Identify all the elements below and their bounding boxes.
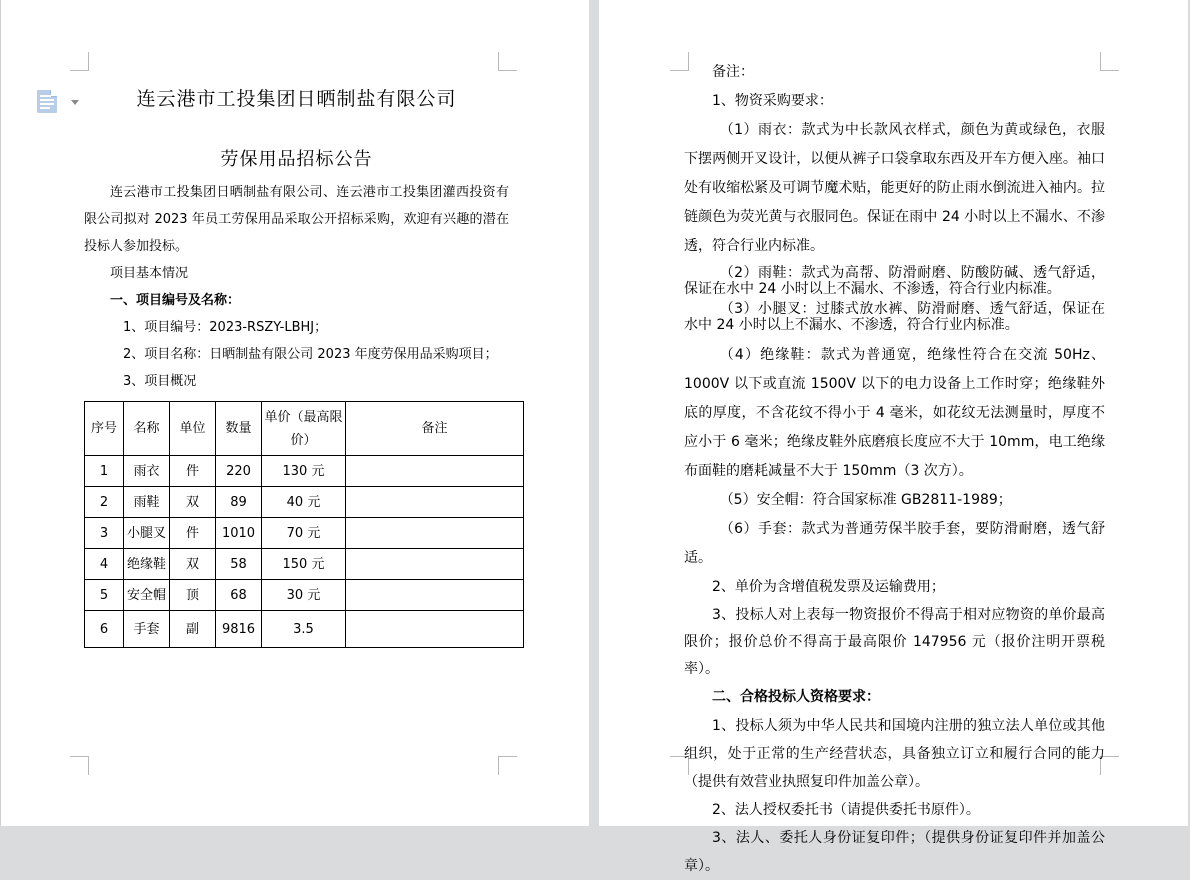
table-cell: 9816 — [216, 611, 262, 648]
table-cell: 3 — [85, 518, 124, 549]
section-label: 项目基本情况 — [110, 266, 189, 281]
page2-content — [684, 58, 1105, 880]
paragraph: （5）安全帽：符合国家标准 GB2811-1989； — [719, 492, 1012, 508]
project-item: 1、项目编号：2023-RSZY-LBHJ； — [123, 320, 328, 335]
table-cell: 双 — [170, 549, 216, 580]
table-cell: 89 — [216, 487, 262, 518]
table-cell: 70 元 — [262, 518, 346, 549]
table-cell — [346, 580, 524, 611]
company-title: 连云港市工投集团日晒制盐有限公司 — [136, 88, 457, 110]
table-header-cell: 备注 — [346, 402, 524, 456]
table-cell — [346, 611, 524, 648]
document-page-2[interactable] — [599, 0, 1188, 874]
table-cell: 绝缘鞋 — [124, 549, 170, 580]
table-cell: 2 — [85, 487, 124, 518]
table-row — [85, 456, 524, 487]
paragraph: 3、法人、委托人身份证复印件；（提供身份证复印件并加盖公章）。 — [684, 830, 1105, 874]
table-cell: 68 — [216, 580, 262, 611]
paragraph: （1）雨衣：款式为中长款风衣样式，颜色为黄或绿色，衣服下摆两侧开叉设计，以便从裤子口袋拿取东西及开车方便入座。袖口处有收缩松紧及可调节魔术贴，能更好的防止雨水倒流进入袖内。拉链颜色为荧光黄与衣服同色。保证在雨中 24 小时以上不漏水、不渗透，符合行业内标准。 — [684, 122, 1105, 254]
table-cell: 58 — [216, 549, 262, 580]
table-cell — [346, 549, 524, 580]
table-row — [85, 487, 524, 518]
table-header-cell: 数量 — [216, 402, 262, 456]
table-cell: 顶 — [170, 580, 216, 611]
goods-table-header — [85, 402, 524, 456]
paragraph: 1、物资采购要求： — [712, 93, 833, 109]
table-cell: 雨衣 — [124, 456, 170, 487]
announcement-title: 劳保用品招标公告 — [220, 149, 373, 170]
project-items — [84, 314, 509, 395]
project-item: 2、项目名称：日晒制盐有限公司 2023 年度劳保用品采购项目； — [123, 347, 498, 362]
paragraph: 备注： — [712, 64, 754, 80]
paragraph: 二、合格投标人资格要求： — [712, 689, 880, 705]
margin-mark-top-right — [498, 52, 517, 71]
table-header-cell: 序号 — [85, 402, 124, 456]
table-cell: 件 — [170, 518, 216, 549]
table-cell: 件 — [170, 456, 216, 487]
table-header-row — [85, 402, 524, 456]
intro-paragraph: 连云港市工投集团日晒制盐有限公司、连云港市工投集团灌西投资有限公司拟对 2023 年员工劳保用品采取公开招标采购，欢迎有兴趣的潜在投标人参加投标。 — [84, 185, 509, 254]
paragraph: （3）小腿叉：过膝式放水裤、防滑耐磨、透气舒适，保证在水中 24 小时以上不漏水、不渗透，符合行业内标准。 — [684, 301, 1105, 333]
table-cell: 40 元 — [262, 487, 346, 518]
table-cell: 220 — [216, 456, 262, 487]
table-header-cell: 名称 — [124, 402, 170, 456]
page1-content — [84, 84, 509, 648]
table-cell: 1010 — [216, 518, 262, 549]
document-page-1[interactable] — [0, 0, 589, 826]
heading-project-info: 一、项目编号及名称： — [110, 293, 241, 308]
goods-table — [84, 401, 524, 648]
paragraph: （4）绝缘鞋：款式为普通宽，绝缘性符合在交流 50Hz、1000V 以下或直流 1500V 以下的电力设备上工作时穿；绝缘鞋外底的厚度，不含花纹不得小于 4 毫米，如花纹无法测量时，厚度不应小于 6 毫米；绝缘皮鞋外底磨痕长度应不大于 10mm，电工绝缘布面鞋的磨耗减量不大于 150mm（3 次方）。 — [684, 347, 1105, 479]
margin-mark-top-left — [70, 52, 89, 71]
table-cell — [346, 518, 524, 549]
table-cell: 小腿叉 — [124, 518, 170, 549]
table-row — [85, 549, 524, 580]
table-cell — [346, 487, 524, 518]
table-cell: 3.5 — [262, 611, 346, 648]
paste-options-button[interactable] — [35, 90, 87, 116]
table-cell: 4 — [85, 549, 124, 580]
goods-table-body — [85, 456, 524, 648]
table-cell: 手套 — [124, 611, 170, 648]
paragraph: 2、单价为含增值税发票及运输费用； — [712, 579, 945, 595]
table-cell: 双 — [170, 487, 216, 518]
paragraph: 2、法人授权委托书（请提供委托书原件）。 — [712, 802, 980, 818]
margin-mark-bottom-right — [498, 756, 517, 775]
document-icon — [37, 90, 57, 113]
table-cell: 副 — [170, 611, 216, 648]
table-cell: 150 元 — [262, 549, 346, 580]
table-row — [85, 611, 524, 648]
paragraph: （6）手套：款式为普通劳保半胶手套，要防滑耐磨，透气舒适。 — [684, 521, 1105, 566]
table-row — [85, 580, 524, 611]
table-cell: 1 — [85, 456, 124, 487]
paragraph: 1、投标人须为中华人民共和国境内注册的独立法人单位或其他组织，处于正常的生产经营状态，具备独立订立和履行合同的能力（提供有效营业执照复印件加盖公章）。 — [684, 718, 1105, 790]
table-cell: 30 元 — [262, 580, 346, 611]
chevron-down-icon — [71, 100, 79, 105]
table-cell: 130 元 — [262, 456, 346, 487]
table-cell: 6 — [85, 611, 124, 648]
margin-mark-bottom-left — [70, 756, 89, 775]
paragraph: 3、投标人对上表每一物资报价不得高于相对应物资的单价最高限价；报价总价不得高于最高限价 147956 元（报价注明开票税率）。 — [684, 607, 1105, 677]
project-item: 3、项目概况 — [123, 374, 197, 389]
table-row — [85, 518, 524, 549]
table-cell: 安全帽 — [124, 580, 170, 611]
table-header-cell: 单价（最高限价） — [262, 402, 346, 456]
table-cell — [346, 456, 524, 487]
table-cell: 5 — [85, 580, 124, 611]
table-cell: 雨鞋 — [124, 487, 170, 518]
paragraph: （2）雨鞋：款式为高帮、防滑耐磨、防酸防碱、透气舒适，保证在水中 24 小时以上不漏水、不渗透，符合行业内标准。 — [684, 265, 1105, 297]
table-header-cell: 单位 — [170, 402, 216, 456]
